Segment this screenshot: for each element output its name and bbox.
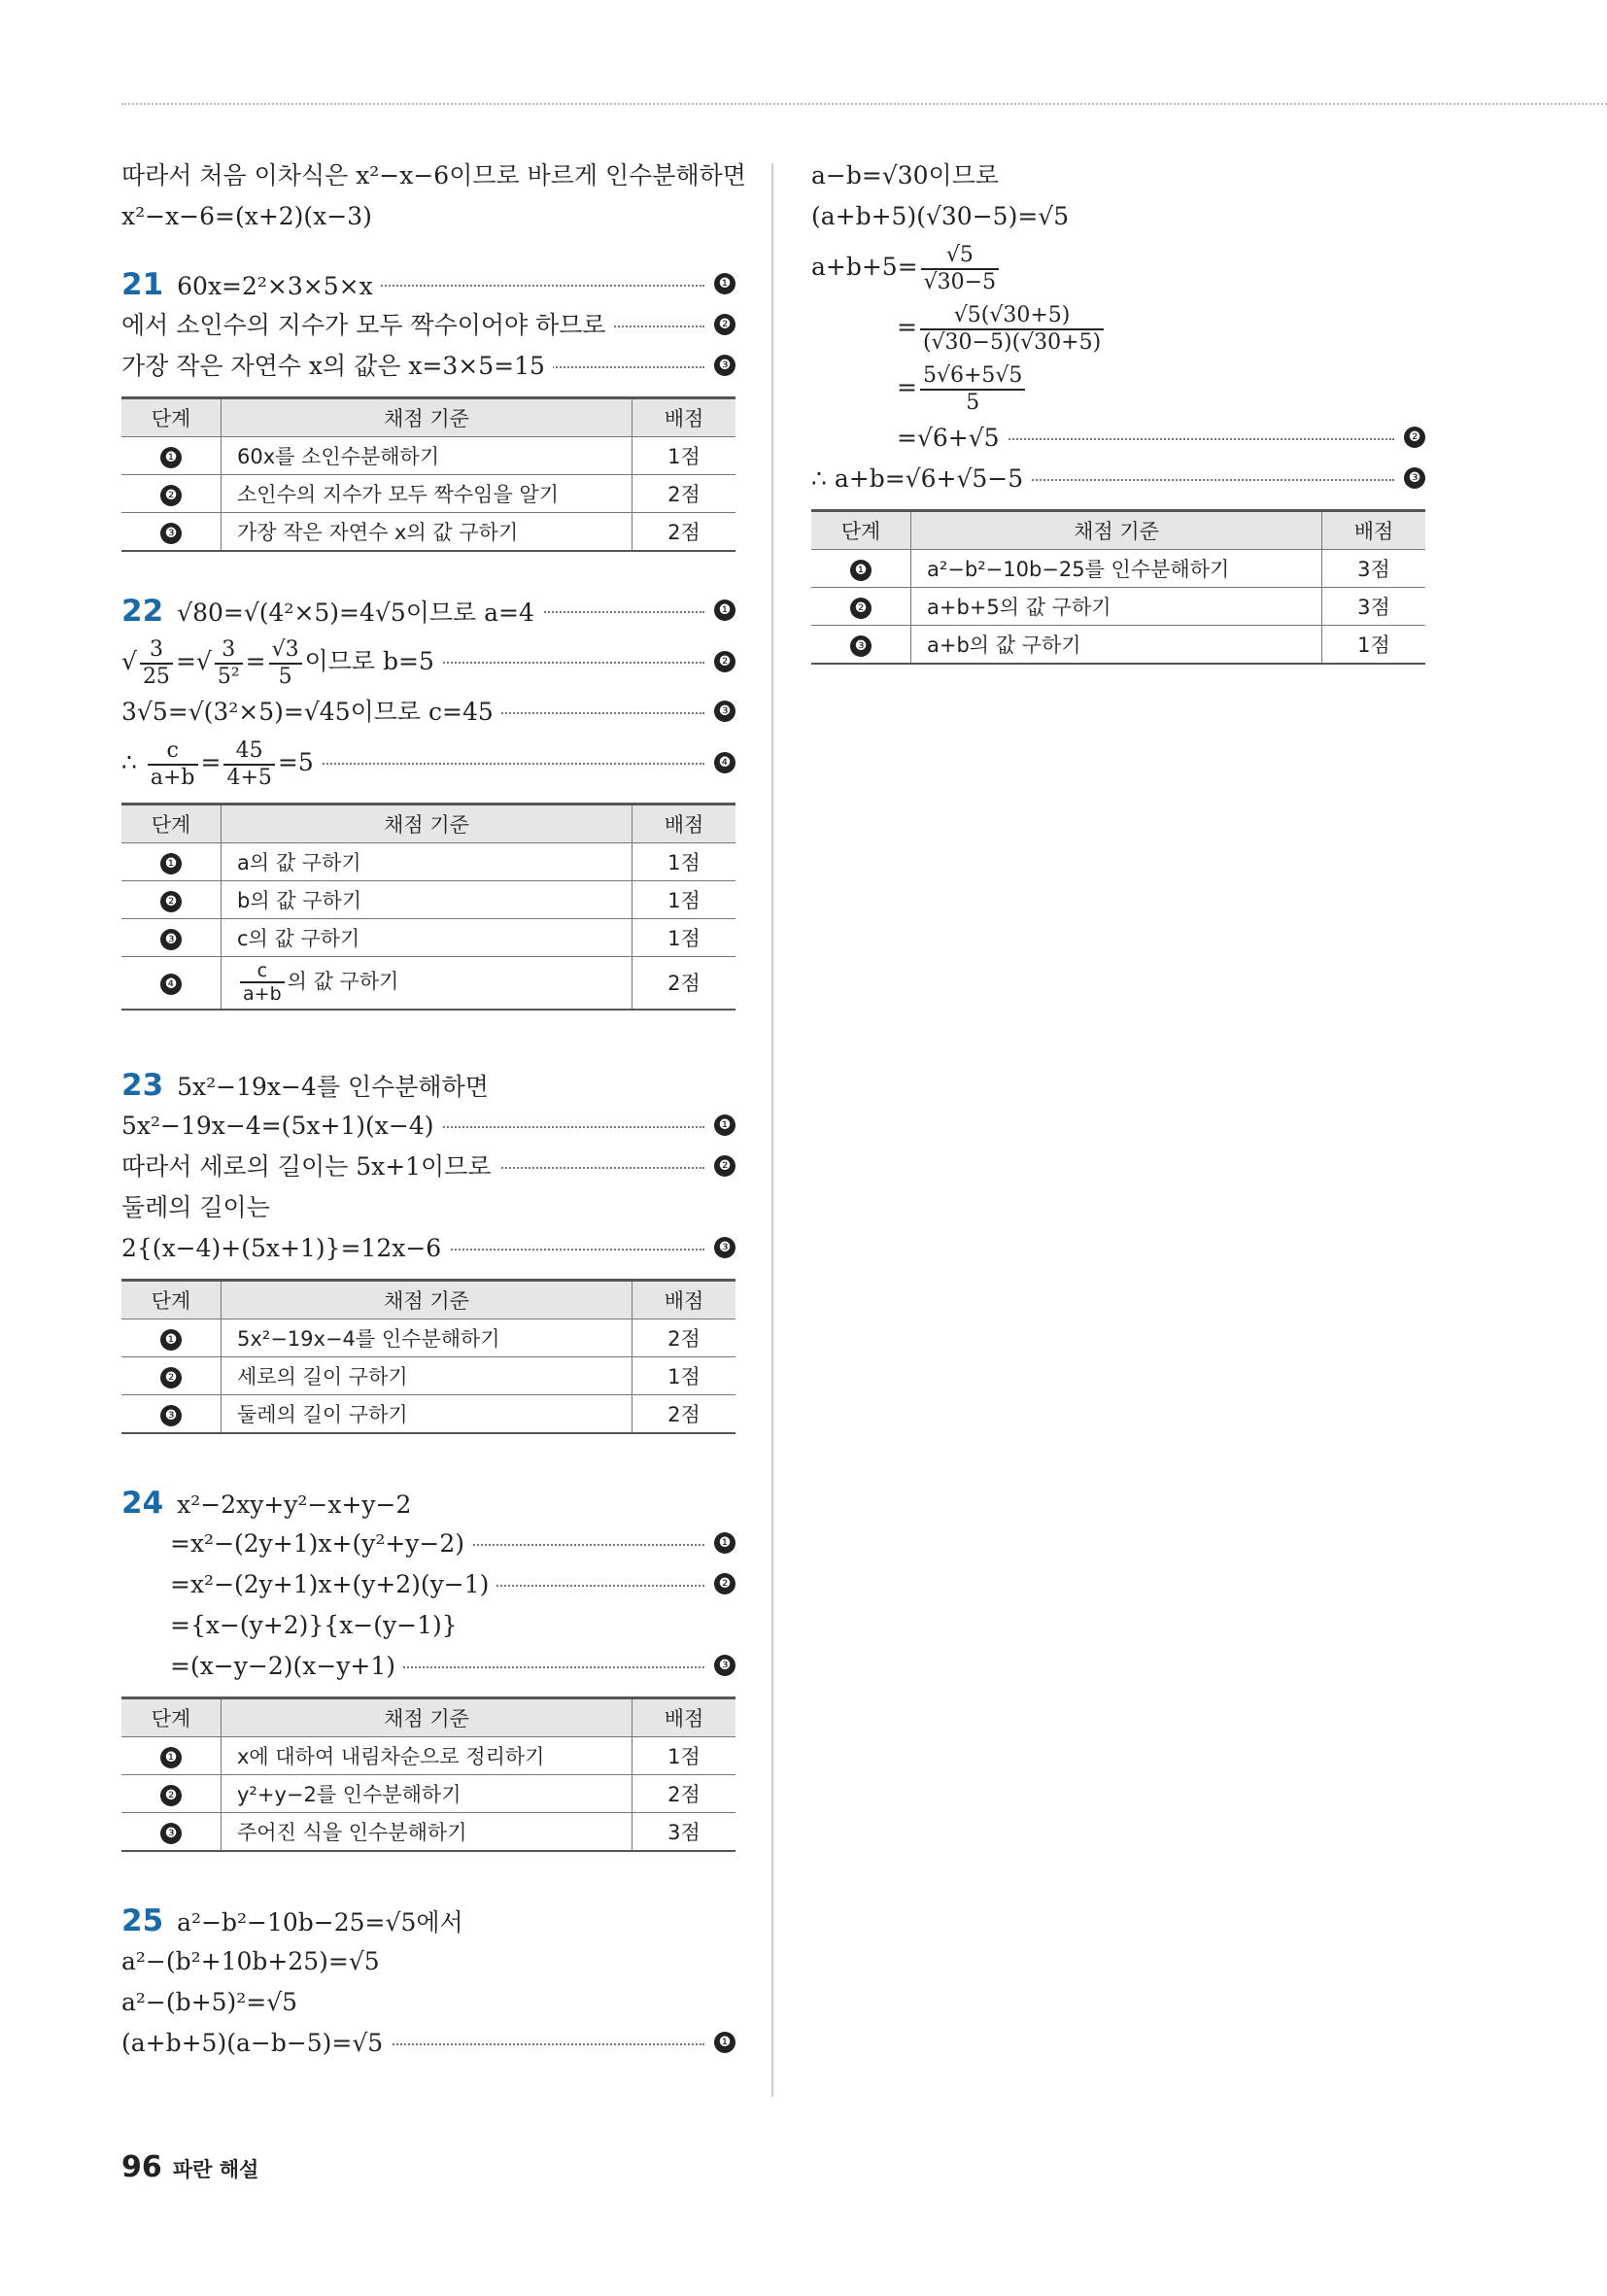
step-marker-icon: ❶ <box>714 1114 735 1136</box>
table-row: ❸ a+b의 값 구하기 1점 <box>811 626 1425 665</box>
question-24 <box>121 1483 735 1852</box>
q23-line-1: 23 5x²−19x−4를 인수분해하면 <box>121 1065 735 1106</box>
q23-line-2: 5x²−19x−4=(5x+1)(x−4) ❶ <box>121 1106 735 1147</box>
q21-line-3: 가장 작은 자연수 x의 값은 x=3×5=15 ❸ <box>121 346 735 387</box>
step-marker-icon: ❸ <box>714 1655 735 1676</box>
step-marker-icon: ❸ <box>714 355 735 376</box>
table-row: ❶ 60x를 소인수분해하기 1점 <box>121 437 735 475</box>
table-row: ❷ 세로의 길이 구하기 1점 <box>121 1356 735 1394</box>
q25-line-4: (a+b+5)(a−b−5)=√5 ❶ <box>121 2023 735 2064</box>
table-row: ❸ 주어진 식을 인수분해하기 3점 <box>121 1812 735 1851</box>
r-line-6: =√6+√5 ❷ <box>811 418 1425 459</box>
table-row: ❷ b의 값 구하기 1점 <box>121 881 735 919</box>
top-dotted-rule <box>121 103 1607 105</box>
table-row: ❶ a²−b²−10b−25를 인수분해하기 3점 <box>811 550 1425 588</box>
column-divider <box>771 163 773 2097</box>
step-marker-icon: ❶ <box>714 600 735 621</box>
step-marker-icon: ❸ <box>714 701 735 722</box>
q22-line-3: 3√5=√(3²×5)=√45이므로 c=45 ❸ <box>121 692 735 733</box>
page-label: 파란 해설 <box>172 2158 259 2181</box>
table-row: ❸ 둘레의 길이 구하기 2점 <box>121 1394 735 1433</box>
r-line-2: (a+b+5)(√30−5)=√5 <box>811 196 1425 237</box>
step-marker-icon: ❷ <box>714 1573 735 1594</box>
q24-line-2: =x²−(2y+1)x+(y²+y−2) ❶ <box>121 1524 735 1564</box>
table-row: ❷ a+b+5의 값 구하기 3점 <box>811 588 1425 626</box>
q23-line-4: 둘레의 길이는 <box>121 1187 735 1228</box>
q22-line-1: 22 √80=√(4²×5)=4√5이므로 a=4 ❶ <box>121 591 735 632</box>
q25-line-3: a²−(b+5)²=√5 <box>121 1982 735 2023</box>
page-footer <box>121 2150 258 2184</box>
question-number: 24 <box>121 1485 164 1521</box>
q21-line-2: 에서 소인수의 지수가 모두 짝수이어야 하므로 ❷ <box>121 305 735 346</box>
question-number: 23 <box>121 1067 164 1103</box>
question-22 <box>121 591 735 1011</box>
left-column <box>121 155 746 2064</box>
right-column <box>811 155 1425 665</box>
table-row: ❶ x에 대하여 내림차순으로 정리하기 1점 <box>121 1736 735 1774</box>
q22-scoring-table: 단계 채점 기준 배점 ❶ a의 값 구하기 1점 ❷ b의 값 구하기 1점 ❸ c의 값 구하기 1점 ❹ $\frac{c}{a+b}$ 의 값 구하기 2점 <box>121 803 735 1011</box>
r-line-7: ∴ a+b=√6+√5−5 ❸ <box>811 459 1425 499</box>
question-number: 21 <box>121 267 164 302</box>
step-marker-icon: ❶ <box>714 2032 735 2053</box>
step-marker-icon: ❶ <box>714 273 735 294</box>
q24-line-1: 24 x²−2xy+y²−x+y−2 <box>121 1483 735 1524</box>
table-row: ❷ 소인수의 지수가 모두 짝수임을 알기 2점 <box>121 475 735 513</box>
table-row: ❶ a의 값 구하기 1점 <box>121 843 735 881</box>
q24-line-5: =(x−y−2)(x−y+1) ❸ <box>121 1646 735 1687</box>
r-line-1: a−b=√30이므로 <box>811 155 1425 196</box>
r-line-5: = $\frac{5√6+5√5}{5}$ <box>811 358 1425 418</box>
question-number: 22 <box>121 594 164 629</box>
question-25 <box>121 1901 735 2064</box>
q24-scoring-table: 단계 채점 기준 배점 ❶ x에 대하여 내림차순으로 정리하기 1점 ❷ y²+y−2를 인수분해하기 2점 ❸ 주어진 식을 인수분해하기 3점 <box>121 1696 735 1852</box>
table-row: ❶ 5x²−19x−4를 인수분해하기 2점 <box>121 1319 735 1356</box>
q21-line-1: 21 60x=2²×3×5×x ❶ <box>121 264 735 305</box>
q21-scoring-table: 단계 채점 기준 배점 ❶ 60x를 소인수분해하기 1점 ❷ 소인수의 지수가 모두 짝수임을 알기 2점 ❸ 가장 작은 자연수 x의 값 구하기 2점 <box>121 396 735 552</box>
q24-line-3: =x²−(2y+1)x+(y+2)(y−1) ❷ <box>121 1564 735 1605</box>
step-marker-icon: ❸ <box>1404 467 1425 489</box>
step-marker-icon: ❷ <box>714 1155 735 1177</box>
step-marker-icon: ❷ <box>1404 427 1425 448</box>
table-row: ❹ $\frac{c}{a+b}$ 의 값 구하기 2점 <box>121 957 735 1010</box>
question-23 <box>121 1065 735 1434</box>
step-marker-icon: ❷ <box>714 314 735 335</box>
page-number: 96 <box>121 2150 162 2184</box>
r-line-3: a+b+5= $\frac{√5}{√30-5}$ <box>811 237 1425 297</box>
table-row: ❸ 가장 작은 자연수 x의 값 구하기 2점 <box>121 513 735 552</box>
intro-line-2: x²−x−6=(x+2)(x−3) <box>121 196 735 237</box>
q24-line-4: ={x−(y+2)}{x−(y−1)} <box>121 1605 735 1646</box>
q25-scoring-table: 단계 채점 기준 배점 ❶ a²−b²−10b−25를 인수분해하기 3점 ❷ a+b+5의 값 구하기 3점 ❸ a+b의 값 구하기 1점 <box>811 509 1425 665</box>
table-row: ❷ y²+y−2를 인수분해하기 2점 <box>121 1774 735 1812</box>
question-number: 25 <box>121 1902 164 1938</box>
q23-line-5: 2{(x−4)+(5x+1)}=12x−6 ❸ <box>121 1228 735 1269</box>
intro-line-1: 따라서 처음 이차식은 x²−x−6이므로 바르게 인수분해하면 <box>121 155 735 196</box>
q23-scoring-table: 단계 채점 기준 배점 ❶ 5x²−19x−4를 인수분해하기 2점 ❷ 세로의 길이 구하기 1점 ❸ 둘레의 길이 구하기 2점 <box>121 1279 735 1434</box>
q22-line-4: ∴ $\frac{c}{a+b}$ = $\frac{45}{4+5}$ =5 ❹ <box>121 733 735 793</box>
table-row: ❸ c의 값 구하기 1점 <box>121 919 735 957</box>
step-marker-icon: ❸ <box>714 1237 735 1258</box>
r-line-4: = $\frac{√5(√30+5)}{(√30-5)(√30+5)}$ <box>811 297 1425 358</box>
q25-line-1: 25 a²−b²−10b−25=√5에서 <box>121 1901 735 1941</box>
q25-line-2: a²−(b²+10b+25)=√5 <box>121 1941 735 1982</box>
q23-line-3: 따라서 세로의 길이는 5x+1이므로 ❷ <box>121 1147 735 1187</box>
question-21 <box>121 264 735 552</box>
step-marker-icon: ❶ <box>714 1532 735 1554</box>
step-marker-icon: ❷ <box>714 651 735 672</box>
step-marker-icon: ❹ <box>714 752 735 773</box>
q22-line-2: √ $\frac{3}{25}$ =√ $\frac{3}{\text{5²}}$ = $\frac{√3}{5}$ 이므로 b=5 ❷ <box>121 632 735 692</box>
